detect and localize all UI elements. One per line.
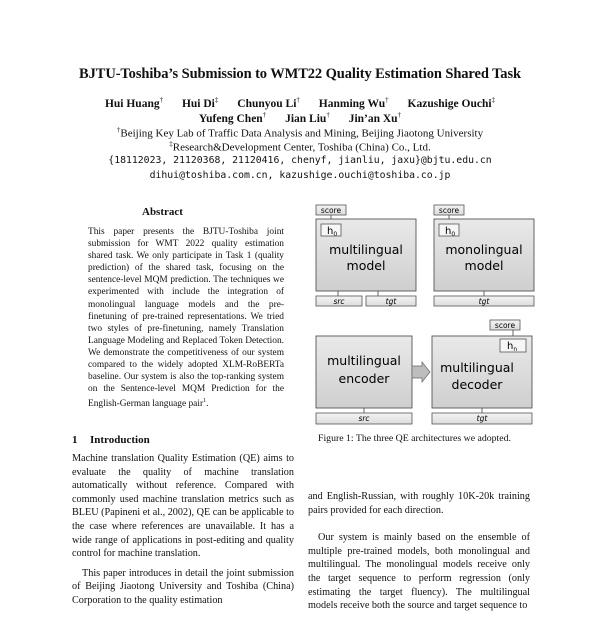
author-8: Jin’an Xu†	[348, 111, 402, 125]
figure-caption: Figure 1: The three QE architectures we adopted.	[318, 433, 511, 444]
box1-line1: multilingual	[329, 242, 403, 257]
author-5: Kazushige Ouchi‡	[407, 96, 496, 110]
score-label-2: score	[438, 206, 460, 215]
box4-line1: multilingual	[440, 360, 514, 375]
author-6: Yufeng Chen†	[198, 111, 267, 125]
paper-title: BJTU-Toshiba’s Submission to WMT22 Quality Estimation Shared Task	[79, 66, 521, 82]
score-label-3: score	[494, 321, 516, 330]
intro-paragraph-1: Machine translation Quality Estimation (QE) aims to evaluate the quality of machine translation automatically without reference. Compared with commonly used machine translation metrics such as BLEU (Papineni et al., 2002), QE can be applicable to the case where references are unavailable. It has a wide range of applications in post-editing and quality control for machine translation.	[72, 453, 294, 560]
src-label-1: src	[333, 297, 345, 306]
box3-line1: multilingual	[327, 353, 401, 368]
h0-label-1: $h_0$	[327, 226, 338, 238]
panel-encoder-decoder	[316, 320, 532, 424]
box1-line2: model	[346, 258, 386, 273]
box3-line2: encoder	[338, 371, 390, 386]
tgt-label-1: tgt	[385, 297, 397, 306]
panel-multilingual-model	[316, 205, 416, 306]
box2-line2: model	[464, 258, 504, 273]
abstract-text: This paper presents the BJTU-Toshiba joint submission for WMT 2022 quality estimation shared task. We only participate in Task 1 (quality prediction) of the shared task, focusing on the sentence-level MQM prediction. The techniques we experimented with include the integration of monolingual language models and the pre-finetuning of pre-trained representations. We tried two styles of pre-finetuning, namely Translation Language Modeling and Replaced Token Detection. We demonstrate the competitiveness of our system compared to the widely adopted XLM-RoBERTa baseline. Our system is also the top-ranking system on the Sentence-level MQM Prediction for the English-German language pair$^1$.	[88, 227, 284, 410]
section-heading-introduction: 1 Introduction	[72, 434, 150, 446]
right-paragraph-1: and English-Russian, with roughly 10K-20k training pairs provided for each direction.	[308, 491, 530, 516]
author-3: Chunyou Li†	[237, 96, 300, 110]
panel-monolingual-model	[434, 205, 534, 306]
affiliation-2: ‡Research&Development Center, Toshiba (China) Co., Ltd.	[169, 140, 431, 154]
author-4: Hanming Wu†	[318, 96, 389, 110]
h0-label-2: $h_0$	[445, 226, 456, 238]
box4-line2: decoder	[451, 377, 503, 392]
tgt-label-3: tgt	[476, 414, 488, 423]
encoder-to-decoder-arrow	[412, 362, 430, 382]
author-7: Jian Liu†	[285, 111, 330, 125]
score-label-1: score	[320, 206, 342, 215]
email-line-1: {18112023, 21120368, 21120416, chenyf, jianliu, jaxu}@bjtu.edu.cn	[108, 155, 492, 166]
author-1: Hui Huang†	[104, 96, 164, 110]
hn-label: $h_n$	[507, 341, 518, 353]
tgt-label-2: tgt	[478, 297, 490, 306]
box2-line1: monolingual	[445, 242, 523, 257]
affiliation-1: †Beijing Key Lab of Traffic Data Analysis and Mining, Beijing Jiaotong University	[116, 126, 484, 140]
author-2: Hui Di‡	[181, 96, 219, 110]
abstract-heading: Abstract	[142, 206, 183, 218]
email-line-2: dihui@toshiba.com.cn, kazushige.ouchi@toshiba.co.jp	[149, 170, 451, 181]
src-label-3: src	[358, 414, 370, 423]
intro-paragraph-2: This paper introduces in detail the joint submission of Beijing Jiaotong University and Toshiba (China) Corporation to the quality estimation	[72, 567, 294, 606]
right-paragraph-2: Our system is mainly based on the ensemble of multiple pre-trained models, both monolingual and multilingual. The monolingual models receive only the target sequence to perform regression (only estimating the target fluency). The multilingual models receive both the source and target sequence to	[308, 532, 530, 612]
